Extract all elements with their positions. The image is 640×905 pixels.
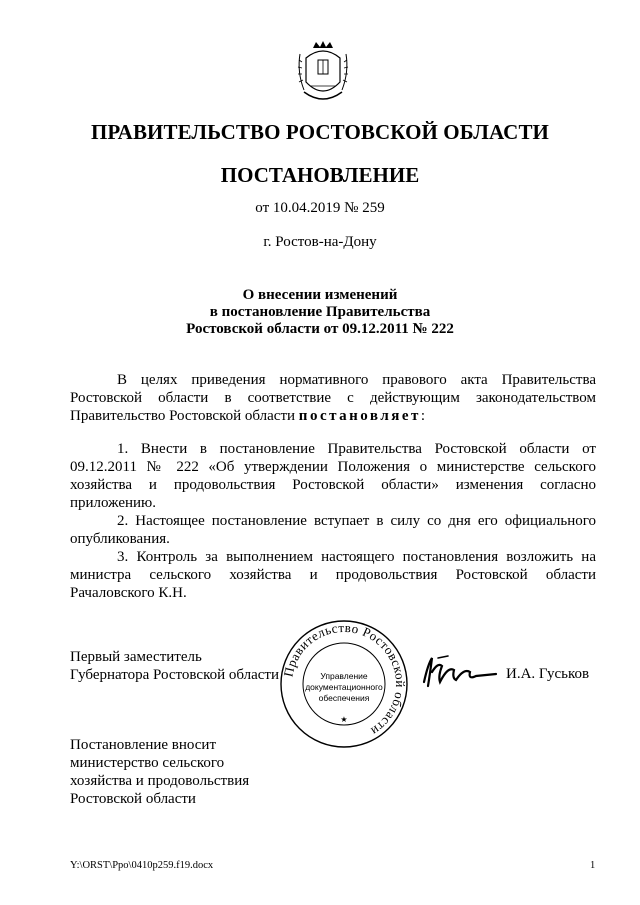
submitted-by-note — [70, 736, 249, 808]
coat-of-arms-icon — [296, 38, 350, 108]
preamble-text: В целях приведения нормативного правового акта Правительства Ростовской области в соответствие с действующим законодательством Правительство Ростовской области — [70, 372, 596, 424]
stamp-inner-line: Управление — [320, 671, 368, 681]
document-city: г. Ростов-на-Дону — [263, 234, 377, 250]
note-line: министерство сельского — [70, 755, 225, 771]
stamp-outer-text: Правительство Ростовской области — [280, 619, 409, 740]
preamble-end: : — [420, 408, 426, 424]
note-line: Постановление вносит — [70, 737, 217, 753]
stamp-star-icon: ★ — [340, 715, 348, 724]
document-subject — [0, 287, 640, 338]
subject-line: в постановление Правительства — [209, 304, 431, 320]
official-stamp — [278, 618, 410, 750]
footer-file-path: Y:\ORST\Ppo\0410p259.f19.docx — [70, 860, 214, 871]
handwritten-signature-icon — [418, 652, 500, 694]
note-line: Ростовской области — [70, 791, 196, 807]
preamble — [70, 371, 596, 425]
document-date-number: от 10.04.2019 № 259 — [255, 200, 385, 216]
page-number: 1 — [590, 860, 596, 871]
position-line: Первый заместитель — [70, 649, 202, 665]
signatory-name: И.А. Гуськов — [506, 666, 590, 682]
subject-line: Ростовской области от 09.12.2011 № 222 — [186, 321, 454, 337]
stamp-inner-line: обеспечения — [318, 693, 370, 703]
stamp-inner-line: документационного — [305, 682, 383, 692]
document-type: ПОСТАНОВЛЕНИЕ — [220, 163, 420, 187]
position-line: Губернатора Ростовской области — [70, 667, 280, 683]
note-line: хозяйства и продовольствия — [70, 773, 250, 789]
government-name: ПРАВИТЕЛЬСТВО РОСТОВСКОЙ ОБЛАСТИ — [91, 120, 549, 144]
decree-verb: постановляет — [298, 408, 421, 424]
decree-item: 1. Внести в постановление Правительства Ростовской области от 09.12.2011 № 222 «Об утверждении Положения о министерстве сельского хозяйства и продовольствия Ростовской области» изменения согласно приложению. — [70, 441, 596, 511]
decree-item: 3. Контроль за выполнением настоящего постановления возложить на министра сельского хозяйства и продовольствия Ростовской области Рачаловского К.Н. — [70, 549, 596, 601]
subject-line: О внесении изменений — [242, 287, 398, 303]
decree-item: 2. Настоящее постановление вступает в силу со дня его официального опубликования. — [70, 513, 596, 547]
decree-items — [70, 440, 596, 602]
signatory-position — [70, 648, 279, 684]
